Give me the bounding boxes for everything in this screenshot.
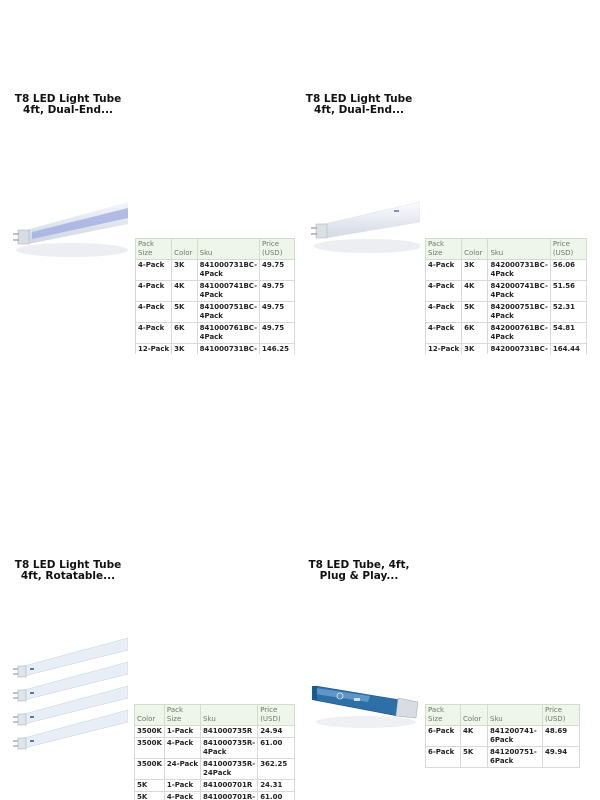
led-tube-icon xyxy=(310,676,420,736)
col-header-sku: Sku xyxy=(197,239,259,260)
product-card-4 xyxy=(300,400,600,800)
table-row: 4-Pack 3K 841000731BC-4Pack 49.75 xyxy=(136,260,295,281)
table-row: 6-Pack 5K 841200751-6Pack 49.94 xyxy=(426,747,580,768)
table-row: 4-Pack 5K 841000751BC-4Pack 49.75 xyxy=(136,302,295,323)
col-header-color: Color xyxy=(135,705,165,726)
col-header-sku: Sku xyxy=(488,239,550,260)
col-header-pack-size: Pack Size xyxy=(426,705,461,726)
col-header-color: Color xyxy=(172,239,198,260)
product-image[interactable] xyxy=(10,636,128,756)
product-image[interactable] xyxy=(310,676,420,736)
product-image[interactable] xyxy=(308,190,420,270)
table-row: 4-Pack 6K 842000761BC-4Pack 54.81 xyxy=(426,323,587,344)
product-title[interactable]: T8 LED Tube, 4ft, Plug & Play... xyxy=(308,559,410,582)
table-row: 12-Pack 3K 842000731BC- 164.44 xyxy=(426,344,587,355)
sku-table xyxy=(425,238,587,354)
col-header-price: Price (USD) xyxy=(550,239,586,260)
product-card-1 xyxy=(0,0,300,400)
table-row: 3500K 4-Pack 841000735R-4Pack 61.00 xyxy=(135,738,295,759)
table-row: 5K 4-Pack 841000701R- 61.00 xyxy=(135,792,295,800)
product-title[interactable]: T8 LED Light Tube 4ft, Dual-End... xyxy=(305,93,413,116)
col-header-sku: Sku xyxy=(201,705,258,726)
table-row: 3500K 24-Pack 841000735R-24Pack 362.25 xyxy=(135,759,295,780)
col-header-pack-size: Pack Size xyxy=(426,239,462,260)
table-row: 12-Pack 3K 841000731BC- 146.25 xyxy=(136,344,295,355)
table-row: 4-Pack 6K 841000761BC-4Pack 49.75 xyxy=(136,323,295,344)
table-row: 4-Pack 5K 842000751BC-4Pack 52.31 xyxy=(426,302,587,323)
col-header-price: Price (USD) xyxy=(258,705,295,726)
sku-table xyxy=(134,704,296,800)
sku-table xyxy=(135,238,295,354)
col-header-sku: Sku xyxy=(488,705,543,726)
led-tube-icon xyxy=(10,192,128,272)
table-row: 4-Pack 3K 842000731BC-4Pack 56.06 xyxy=(426,260,587,281)
table-row: 4-Pack 4K 841000741BC-4Pack 49.75 xyxy=(136,281,295,302)
product-card-2 xyxy=(300,0,600,400)
table-row: 3500K 1-Pack 841000735R 24.94 xyxy=(135,726,295,738)
sku-table xyxy=(425,704,587,774)
col-header-price: Price (USD) xyxy=(543,705,580,726)
col-header-pack-size: Pack Size xyxy=(136,239,172,260)
table-row: 6-Pack 4K 841200741-6Pack 48.69 xyxy=(426,726,580,747)
col-header-color: Color xyxy=(461,705,488,726)
product-title[interactable]: T8 LED Light Tube 4ft, Rotatable... xyxy=(14,559,122,582)
table-row: 5K 1-Pack 841000701R 24.31 xyxy=(135,780,295,792)
product-image[interactable] xyxy=(10,192,128,272)
led-tube-icon xyxy=(308,190,420,270)
col-header-pack-size: Pack Size xyxy=(164,705,200,726)
col-header-color: Color xyxy=(462,239,488,260)
table-row: 4-Pack 4K 842000741BC-4Pack 51.56 xyxy=(426,281,587,302)
col-header-price: Price (USD) xyxy=(260,239,295,260)
product-title[interactable]: T8 LED Light Tube 4ft, Dual-End... xyxy=(14,93,122,116)
product-card-3 xyxy=(0,400,300,800)
led-tubes-icon xyxy=(10,636,128,756)
